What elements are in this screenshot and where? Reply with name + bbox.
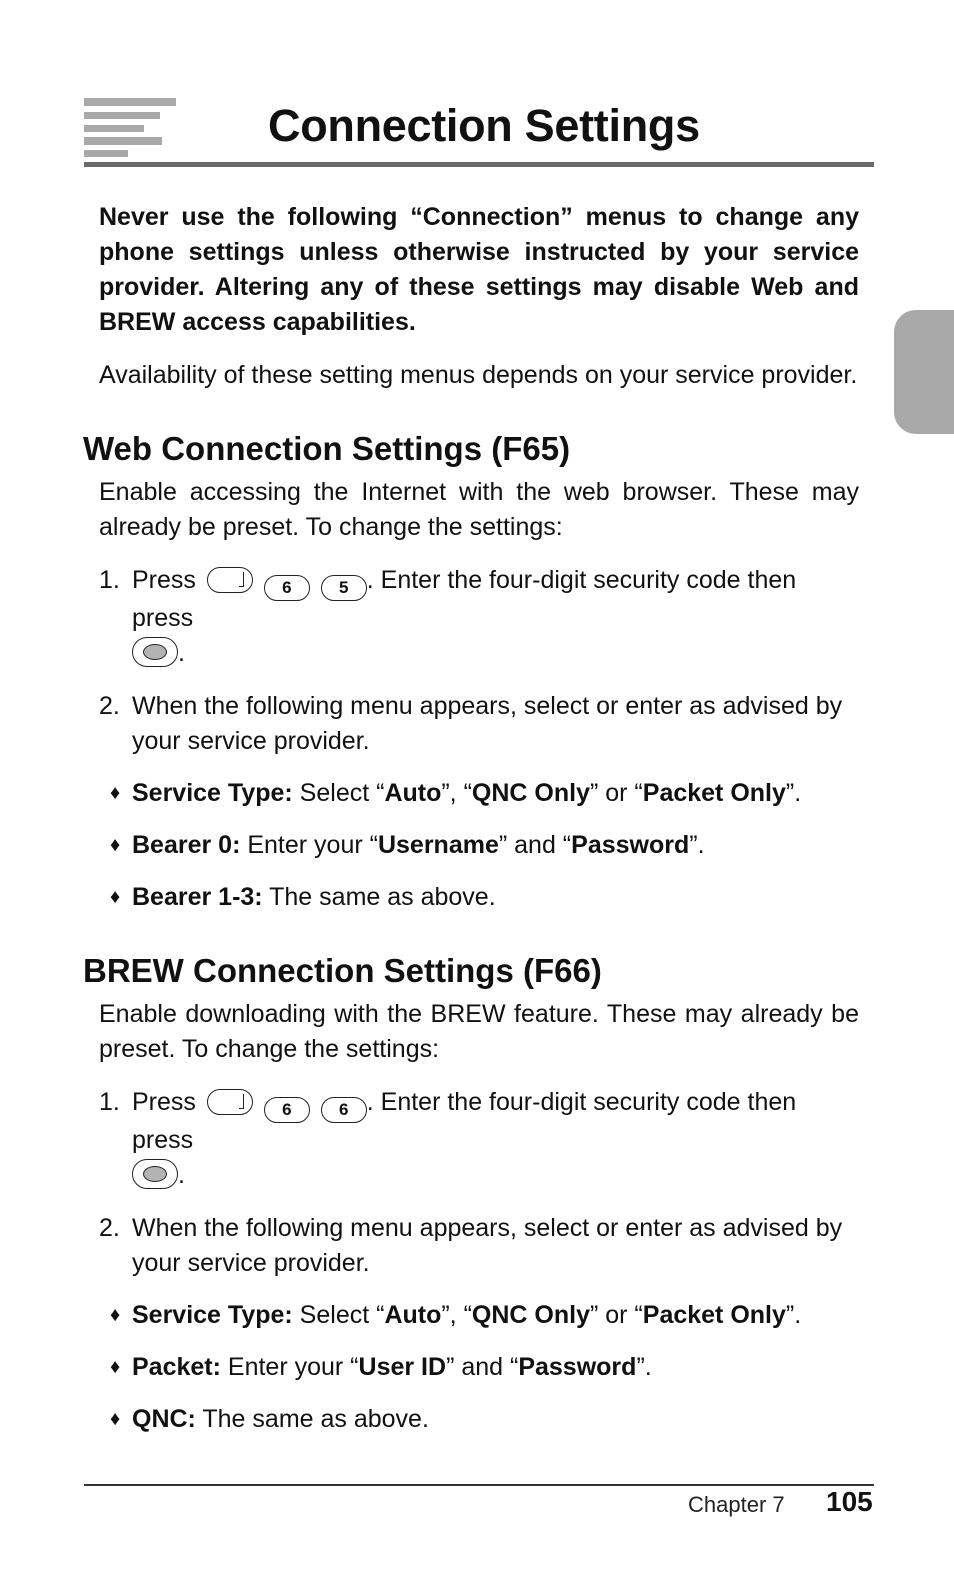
digit-key-5-icon: 5 [321,575,367,601]
menu-key-icon [207,1089,253,1115]
brew-bullet-service-type: ♦ Service Type: Select “Auto”, “QNC Only” or “Packet Only”. [99,1298,859,1333]
press-text: Press [132,1088,196,1116]
web-bullet-service-type: ♦ Service Type: Select “Auto”, “QNC Only” or “Packet Only”. [99,776,859,811]
step-end: . [178,1161,185,1189]
ok-key-icon [132,637,178,667]
web-step-2 [99,689,859,759]
step-number: 2. [99,692,120,720]
brew-intro: Enable downloading with the BREW feature. These may already be preset. To change the settings: [99,1000,859,1063]
step-number: 1. [99,566,120,594]
digit-key-6-icon: 6 [321,1097,367,1123]
step-end: . [178,639,185,667]
footer-divider [84,1484,874,1486]
page-title: Connection Settings [268,100,700,151]
step-number: 1. [99,1088,120,1116]
diamond-bullet-icon: ♦ [110,1356,121,1378]
press-text: Press [132,566,196,594]
diamond-bullet-icon: ♦ [110,834,121,856]
step-text: When the following menu appears, select or enter as advised by your service provider. [132,1214,843,1277]
brew-bullet-packet: ♦ Packet: Enter your “User ID” and “Password”. [99,1350,859,1385]
chapter-side-tab [894,310,954,434]
web-bullet-bearer-0: ♦ Bearer 0: Enter your “Username” and “Password”. [99,828,859,863]
header-logo-icon [84,98,180,158]
step-text: When the following menu appears, select or enter as advised by your service provider. [132,692,843,755]
diamond-bullet-icon: ♦ [110,782,121,804]
digit-key-6-icon: 6 [264,575,310,601]
step-number: 2. [99,1214,120,1242]
brew-step-1 [99,1085,859,1193]
diamond-bullet-icon: ♦ [110,886,121,908]
brew-section-heading: BREW Connection Settings (F66) [83,952,602,989]
page-number: 105 [826,1486,873,1517]
brew-step-2 [99,1211,859,1281]
menu-key-icon [207,567,253,593]
availability-note: Availability of these setting menus depends on your service provider. [99,361,858,389]
step-instruction: . Enter the four-digit security code then press [132,566,797,632]
step-instruction: . Enter the four-digit security code then press [132,1088,797,1154]
warning-note: Never use the following “Connection” menus to change any phone settings unless otherwise instructed by your service provider. Altering any of these settings may disable Web and BREW access capabilities. [99,203,859,336]
web-step-1 [99,563,859,671]
diamond-bullet-icon: ♦ [110,1408,121,1430]
web-intro: Enable accessing the Internet with the web browser. These may already be preset. To change the settings: [99,478,859,541]
page-content [83,200,859,1437]
web-bullet-bearer-1-3: ♦ Bearer 1-3: The same as above. [99,880,859,915]
brew-bullet-qnc: ♦ QNC: The same as above. [99,1402,859,1437]
footer-chapter: Chapter 7 [688,1492,785,1517]
digit-key-6-icon: 6 [264,1097,310,1123]
title-divider [84,162,874,167]
diamond-bullet-icon: ♦ [110,1304,121,1326]
web-section-heading: Web Connection Settings (F65) [83,430,571,467]
ok-key-icon [132,1159,178,1189]
